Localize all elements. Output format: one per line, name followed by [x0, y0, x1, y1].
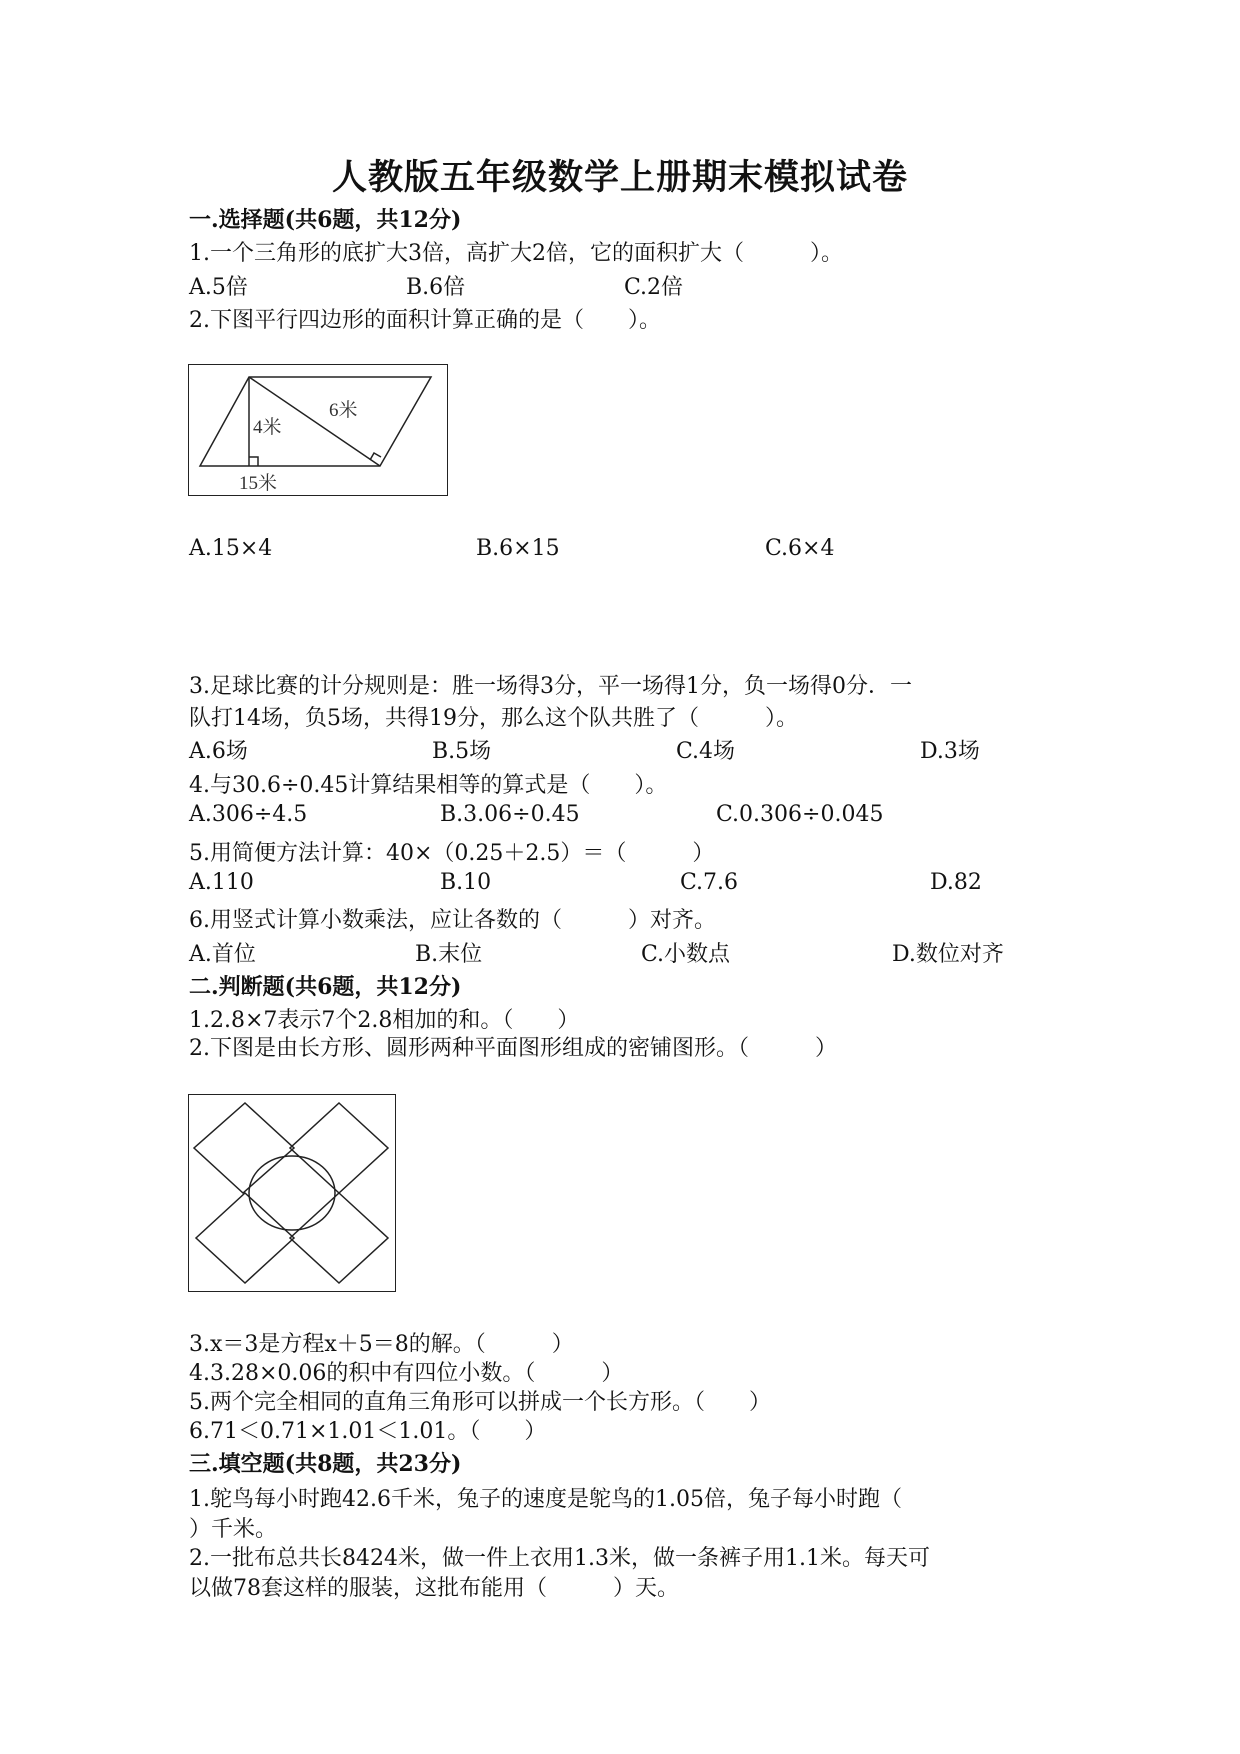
question-1-4-option-b: B.3.06÷0.45 [440, 802, 580, 827]
question-1-6-option-b: B.末位 [415, 942, 483, 967]
question-1-4-text: 4.与30.6÷0.45计算结果相等的算式是（ ）。 [189, 773, 668, 798]
tiling-diagram [189, 1095, 395, 1291]
question-1-1-option-c: C.2倍 [624, 275, 684, 300]
question-1-3-option-d: D.3场 [920, 739, 980, 764]
question-1-3-option-a: A.6场 [189, 739, 248, 764]
parallelogram-diagram [189, 365, 447, 495]
question-1-3-text-line2: 队打14场，负5场，共得19分，那么这个队共胜了（ ）。 [189, 706, 798, 731]
square-top-left [194, 1103, 294, 1193]
question-1-2-option-c: C.6×4 [765, 536, 835, 561]
right-angle-mark-bottom [249, 457, 258, 466]
base-label: 15米 [239, 473, 278, 494]
question-2-2-text: 2.下图是由长方形、圆形两种平面图形组成的密铺图形。（ ） [189, 1036, 837, 1061]
page-title: 人教版五年级数学上册期末模拟试卷 [331, 157, 908, 198]
parallelogram-figure [188, 364, 448, 496]
question-1-2-text: 2.下图平行四边形的面积计算正确的是（ ）。 [189, 308, 661, 333]
question-3-1-text-line1: 1.鸵鸟每小时跑42.6千米，兔子的速度是鸵鸟的1.05倍，兔子每小时跑（ [189, 1487, 902, 1512]
tiling-figure [188, 1094, 396, 1292]
question-1-4-option-a: A.306÷4.5 [189, 802, 308, 827]
question-1-1-text: 1.一个三角形的底扩大3倍，高扩大2倍，它的面积扩大（ ）。 [189, 241, 843, 266]
question-1-2-option-b: B.6×15 [476, 536, 560, 561]
question-1-6-option-d: D.数位对齐 [892, 942, 1004, 967]
question-1-4-option-c: C.0.306÷0.045 [716, 802, 884, 827]
question-1-3-option-b: B.5场 [432, 739, 492, 764]
question-1-5-option-c: C.7.6 [680, 870, 739, 895]
question-2-1-text: 1.2.8×7表示7个2.8相加的和。（ ） [189, 1008, 580, 1033]
section-heading-fill-blank: 三.填空题(共8题，共23分) [189, 1451, 462, 1477]
question-2-4-text: 4.3.28×0.06的积中有四位小数。（ ） [189, 1361, 624, 1386]
right-angle-mark-diagonal [370, 453, 381, 460]
question-3-2-text-line2: 以做78套这样的服装，这批布能用（ ）天。 [189, 1576, 679, 1601]
section-heading-true-false: 二.判断题(共6题，共12分) [189, 974, 462, 1000]
section-heading-choice: 一.选择题(共6题，共12分) [189, 207, 462, 233]
square-bottom-right [290, 1193, 388, 1283]
question-1-5-option-a: A.110 [189, 870, 254, 895]
question-1-2-option-a: A.15×4 [189, 536, 273, 561]
question-3-2-text-line1: 2.一批布总共长8424米，做一件上衣用1.3米，做一条裤子用1.1米。每天可 [189, 1546, 930, 1571]
question-1-5-text: 5.用简便方法计算：40×（0.25＋2.5）＝（ ） [189, 841, 715, 866]
question-1-1-option-a: A.5倍 [189, 275, 248, 300]
question-1-6-option-a: A.首位 [189, 942, 256, 967]
question-2-3-text: 3.x＝3是方程x＋5＝8的解。（ ） [189, 1332, 574, 1357]
height-label: 4米 [253, 417, 282, 438]
slant-label: 6米 [329, 400, 358, 421]
question-1-1-option-b: B.6倍 [406, 275, 466, 300]
question-1-5-option-d: D.82 [930, 870, 982, 895]
question-2-5-text: 5.两个完全相同的直角三角形可以拼成一个长方形。（ ） [189, 1390, 771, 1415]
center-circle [249, 1156, 335, 1230]
question-3-1-text-line2: ）千米。 [189, 1517, 278, 1542]
question-2-6-text: 6.71＜0.71×1.01＜1.01。（ ） [189, 1419, 547, 1444]
square-top-right [290, 1103, 388, 1193]
question-1-6-option-c: C.小数点 [641, 942, 731, 967]
question-1-5-option-b: B.10 [440, 870, 492, 895]
square-bottom-left [196, 1193, 294, 1283]
question-1-6-text: 6.用竖式计算小数乘法，应让各数的（ ）对齐。 [189, 908, 716, 933]
question-1-3-text-line1: 3.足球比赛的计分规则是：胜一场得3分，平一场得1分，负一场得0分．一 [189, 674, 912, 699]
question-1-3-option-c: C.4场 [676, 739, 736, 764]
